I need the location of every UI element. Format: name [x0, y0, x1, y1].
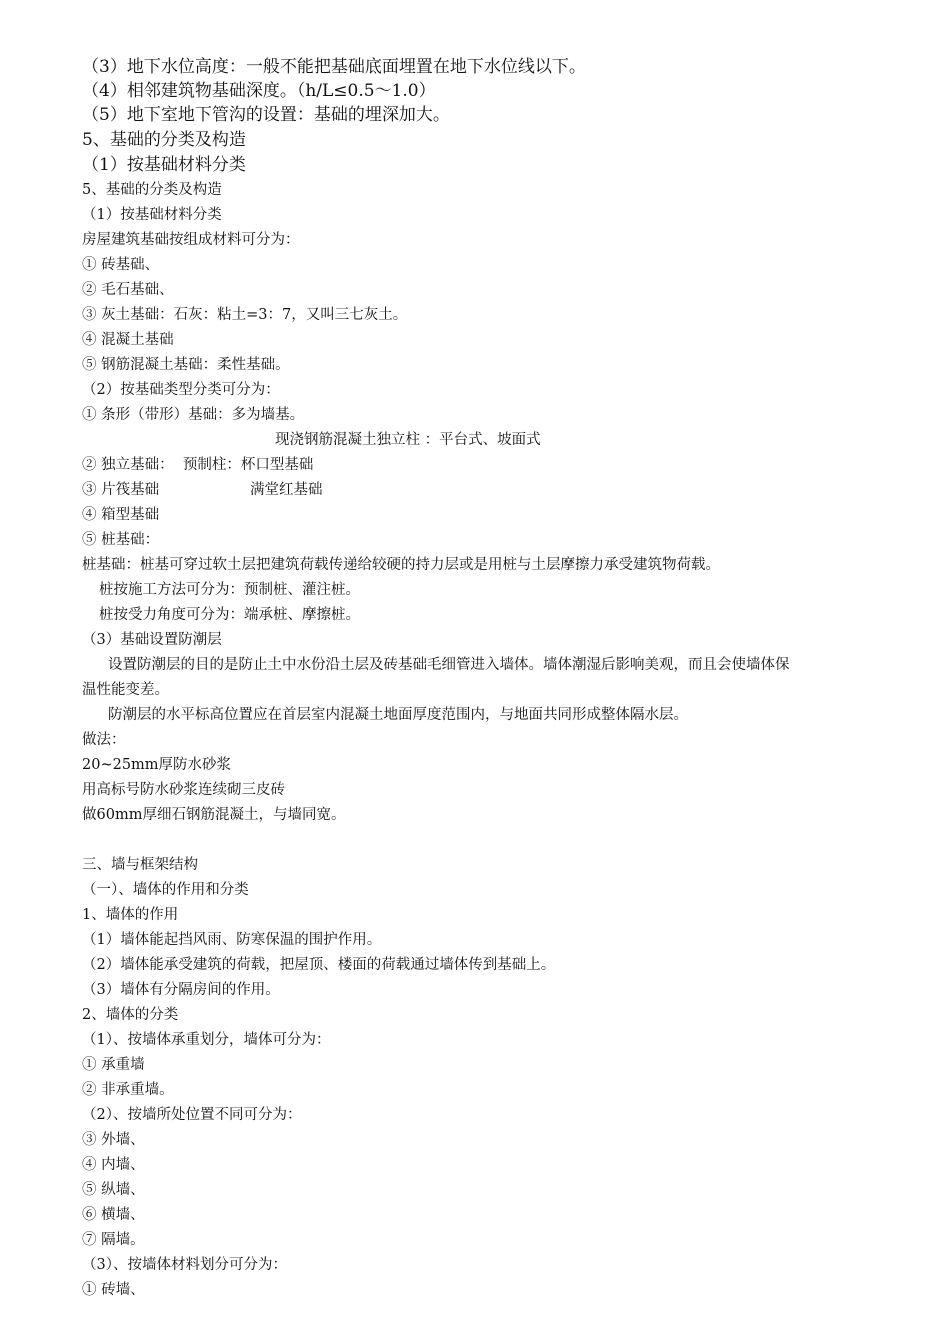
text-line: 桩按受力角度可分为：端承桩、摩擦桩。 [99, 607, 360, 623]
text-line: 用高标号防水砂浆连续砌三皮砖 [82, 782, 285, 798]
subsection-heading: 1、墙体的作用 [82, 907, 179, 923]
text-line: 温性能变差。 [82, 682, 169, 698]
section-heading: 5、基础的分类及构造 [82, 130, 246, 150]
text-line: 桩基础：桩基可穿过软土层把建筑荷载传递给较硬的持力层或是用桩与土层摩擦力承受建筑物荷载。 [82, 557, 720, 573]
subsection-heading: （3）基础设置防潮层 [82, 632, 222, 648]
list-item: ⑤ 钢筋混凝土基础：柔性基础。 [82, 357, 290, 373]
text-line: （2）墙体能承受建筑的荷载，把屋顶、楼面的荷载通过墙体传到基础上。 [82, 957, 556, 973]
list-item: ③ 灰土基础：石灰：粘土=3：7，又叫三七灰土。 [82, 307, 408, 323]
text-line: 20~25mm厚防水砂浆 [82, 757, 232, 773]
subsection-heading: （2）按基础类型分类可分为： [82, 382, 280, 398]
section-heading: 三、墙与框架结构 [82, 857, 198, 873]
text-line: 做60mm厚细石钢筋混凝土，与墙同宽。 [82, 807, 346, 823]
text-line: （5）地下室地下管沟的设置：基础的埋深加大。 [82, 105, 450, 125]
text-line: 防潮层的水平标高位置应在首层室内混凝土地面厚度范围内，与地面共同形成整体隔水层。 [108, 707, 688, 723]
subsection-heading: （一）、墙体的作用和分类 [82, 882, 249, 898]
list-item: ② 非承重墙。 [82, 1082, 174, 1098]
list-item: ⑤ 纵墙、 [82, 1182, 145, 1198]
text-line: 设置防潮层的目的是防止土中水份沿土层及砖基础毛细管进入墙体。墙体潮湿后影响美观，而且会使墙体保 [108, 657, 790, 673]
list-item: ⑤ 桩基础： [82, 532, 160, 548]
text-line: （3）、按墙体材料划分可分为： [82, 1257, 287, 1273]
text-line: 做法： [82, 732, 126, 748]
list-item: ④ 混凝土基础 [82, 332, 174, 348]
text-line: 桩按施工方法可分为：预制桩、灌注桩。 [99, 582, 360, 598]
list-item: ① 砖墙、 [82, 1282, 145, 1298]
text-line: 房屋建筑基础按组成材料可分为： [82, 232, 300, 248]
text-line: （2）、按墙所处位置不同可分为： [82, 1107, 302, 1123]
list-item: ① 条形（带形）基础：多为墙基。 [82, 407, 305, 423]
text-line: 现浇钢筋混凝土独立柱 ：平台式、坡面式 [275, 432, 541, 448]
list-item: ③ 片筏基础 [82, 482, 160, 498]
text-line: （1）、按墙体承重划分，墙体可分为： [82, 1032, 331, 1048]
text-line: （3）地下水位高度：一般不能把基础底面埋置在地下水位线以下。 [82, 57, 586, 77]
text-line: （1）墙体能起挡风雨、防寒保温的围护作用。 [82, 932, 382, 948]
list-item: ① 砖基础、 [82, 257, 160, 273]
subsection-heading: （1）按基础材料分类 [82, 207, 222, 223]
section-heading: 5、基础的分类及构造 [82, 182, 222, 198]
subsection-heading: 2、墙体的分类 [82, 1007, 179, 1023]
list-item: ① 承重墙 [82, 1057, 145, 1073]
list-item: ⑥ 横墙、 [82, 1207, 145, 1223]
list-item: ④ 内墙、 [82, 1157, 145, 1173]
text-line: （4）相邻建筑物基础深度。（h/L≤0.5～1.0） [82, 81, 436, 101]
text-line: （3）墙体有分隔房间的作用。 [82, 982, 280, 998]
list-item: ③ 外墙、 [82, 1132, 145, 1148]
list-item: ② 独立基础： 预制柱：杯口型基础 [82, 457, 314, 473]
list-item: ⑦ 隔墙。 [82, 1232, 145, 1248]
subsection-heading: （1）按基础材料分类 [82, 155, 246, 175]
list-item: ② 毛石基础、 [82, 282, 174, 298]
text-line: 满堂红基础 [250, 482, 323, 498]
list-item: ④ 箱型基础 [82, 507, 160, 523]
